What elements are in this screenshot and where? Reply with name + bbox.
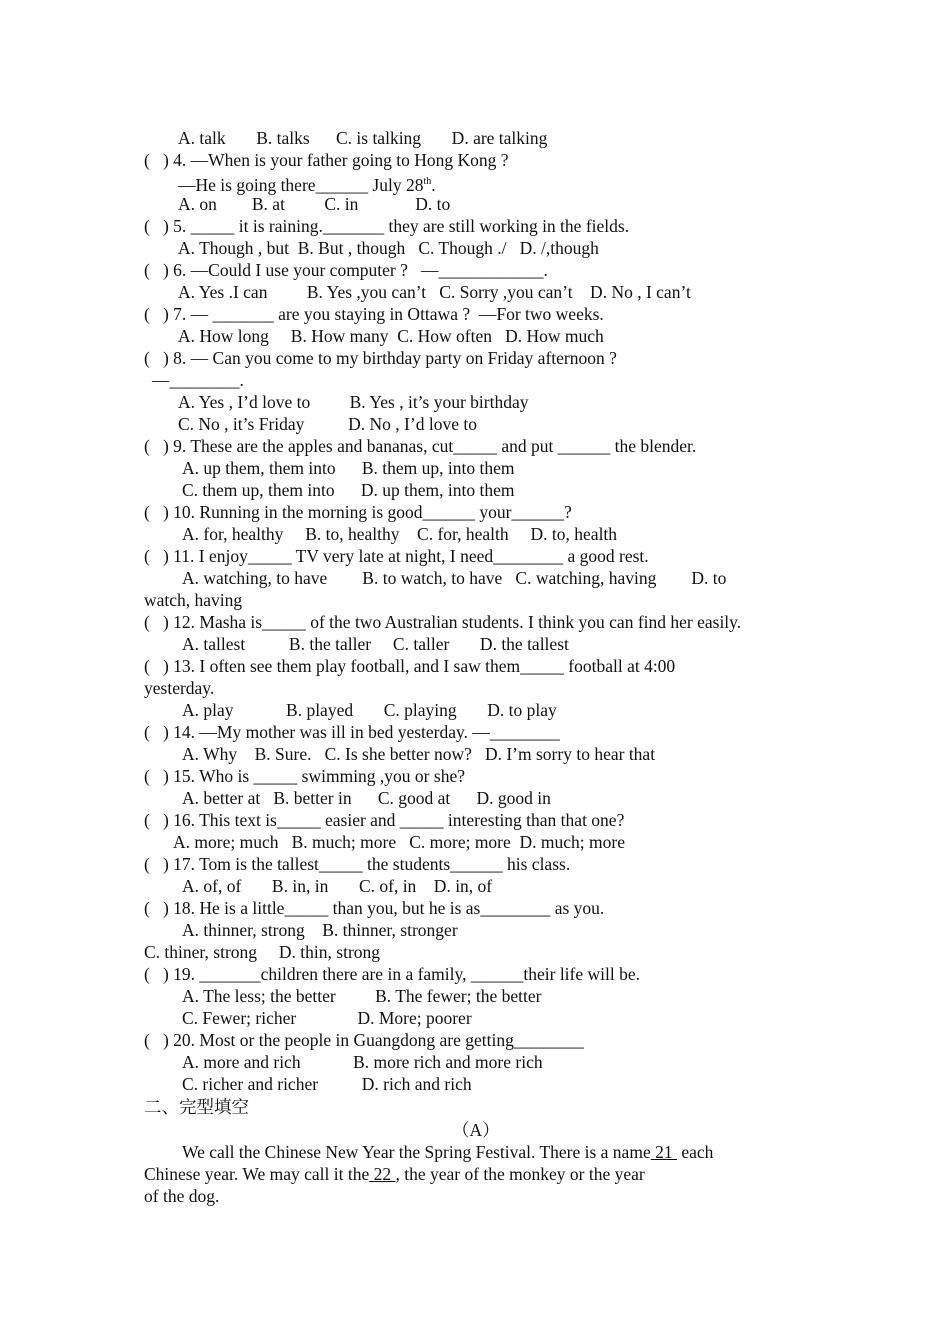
passage-text-1a: We call the Chinese New Year the Spring Festival. There is a name bbox=[182, 1142, 651, 1162]
q13-options: A. play B. played C. playing D. to play bbox=[182, 700, 557, 720]
q4-answer-text: —He is going there______ July 28 bbox=[178, 175, 424, 195]
q15-options: A. better at B. better in C. good at D. good in bbox=[182, 788, 551, 808]
q20-question: ( ) 20. Most or the people in Guangdong are getting________ bbox=[144, 1030, 584, 1050]
q4-options: A. on B. at C. in D. to bbox=[178, 194, 451, 214]
q18-question: ( ) 18. He is a little_____ than you, but he is as________ as you. bbox=[144, 898, 605, 918]
q13-question-cont: yesterday. bbox=[144, 678, 215, 698]
q5-question: ( ) 5. _____ it is raining._______ they are still working in the fields. bbox=[144, 216, 630, 236]
q17-question: ( ) 17. Tom is the tallest_____ the students______ his class. bbox=[144, 854, 571, 874]
passage-label-a: （A） bbox=[452, 1120, 500, 1140]
q12-question: ( ) 12. Masha is_____ of the two Australian students. I think you can find her easily. bbox=[144, 612, 742, 632]
passage-line-3: of the dog. bbox=[144, 1186, 220, 1206]
q10-question: ( ) 10. Running in the morning is good______ your______? bbox=[144, 502, 572, 522]
q8-answer-line: —________. bbox=[152, 370, 244, 390]
q10-options: A. for, healthy B. to, healthy C. for, health D. to, health bbox=[182, 524, 618, 544]
q14-question: ( ) 14. —My mother was ill in bed yesterday. —________ bbox=[144, 722, 560, 742]
q18-options-cd: C. thiner, strong D. thin, strong bbox=[144, 942, 381, 962]
q3-options: A. talk B. talks C. is talking D. are talking bbox=[178, 128, 548, 148]
section-heading-cloze: 二、完型填空 bbox=[144, 1097, 249, 1117]
q6-options: A. Yes .I can B. Yes ,you can’t C. Sorry ,you can’t D. No , I can’t bbox=[178, 282, 691, 302]
q9-question: ( ) 9. These are the apples and bananas, cut_____ and put ______ the blender. bbox=[144, 436, 697, 456]
q7-question: ( ) 7. — _______ are you staying in Ottawa ? —For two weeks. bbox=[144, 304, 604, 324]
q8-options-ab: A. Yes , I’d love to B. Yes , it’s your birthday bbox=[178, 392, 529, 412]
q16-question: ( ) 16. This text is_____ easier and _____ interesting than that one? bbox=[144, 810, 625, 830]
q8-options-cd: C. No , it’s Friday D. No , I’d love to bbox=[178, 414, 477, 434]
q12-options: A. tallest B. the taller C. taller D. the tallest bbox=[182, 634, 569, 654]
q19-options-ab: A. The less; the better B. The fewer; the better bbox=[182, 986, 542, 1006]
passage-line-1 bbox=[182, 1141, 713, 1163]
q6-question: ( ) 6. —Could I use your computer ? —____________. bbox=[144, 260, 548, 280]
q5-options: A. Though , but B. But , though C. Though ./ D. /,though bbox=[178, 238, 599, 258]
q4-period: . bbox=[431, 175, 436, 195]
q20-options-ab: A. more and rich B. more rich and more rich bbox=[182, 1052, 543, 1072]
q11-options-cont: watch, having bbox=[144, 590, 243, 610]
q4-question: ( ) 4. —When is your father going to Hong Kong ? bbox=[144, 150, 509, 170]
q13-question: ( ) 13. I often see them play football, and I saw them_____ football at 4:00 bbox=[144, 656, 676, 676]
passage-text-2a: Chinese year. We may call it the bbox=[144, 1164, 370, 1184]
q9-options-cd: C. them up, them into D. up them, into them bbox=[182, 480, 515, 500]
passage-text-1b: each bbox=[681, 1142, 714, 1162]
q4-answer-line bbox=[178, 171, 436, 193]
q16-options: A. more; much B. much; more C. more; more D. much; more bbox=[173, 832, 625, 852]
q17-options: A. of, of B. in, in C. of, in D. in, of bbox=[182, 876, 493, 896]
passage-text-2b: , the year of the monkey or the year bbox=[395, 1164, 645, 1184]
q15-question: ( ) 15. Who is _____ swimming ,you or she? bbox=[144, 766, 465, 786]
q8-question: ( ) 8. — Can you come to my birthday party on Friday afternoon ? bbox=[144, 348, 617, 368]
q14-options: A. Why B. Sure. C. Is she better now? D. I’m sorry to hear that bbox=[182, 744, 656, 764]
q19-options-cd: C. Fewer; richer D. More; poorer bbox=[182, 1008, 472, 1028]
q11-options: A. watching, to have B. to watch, to have C. watching, having D. to bbox=[182, 568, 727, 588]
q4-superscript: th bbox=[423, 176, 432, 187]
q20-options-cd: C. richer and richer D. rich and rich bbox=[182, 1074, 472, 1094]
q9-options-ab: A. up them, them into B. them up, into them bbox=[182, 458, 515, 478]
passage-line-2 bbox=[144, 1163, 645, 1185]
blank-22: 22 bbox=[369, 1164, 396, 1184]
q11-question: ( ) 11. I enjoy_____ TV very late at night, I need________ a good rest. bbox=[144, 546, 649, 566]
q18-options-ab: A. thinner, strong B. thinner, stronger bbox=[182, 920, 458, 940]
blank-21: 21 bbox=[650, 1142, 677, 1162]
q19-question: ( ) 19. _______children there are in a family, ______their life will be. bbox=[144, 964, 641, 984]
q7-options: A. How long B. How many C. How often D. How much bbox=[178, 326, 604, 346]
